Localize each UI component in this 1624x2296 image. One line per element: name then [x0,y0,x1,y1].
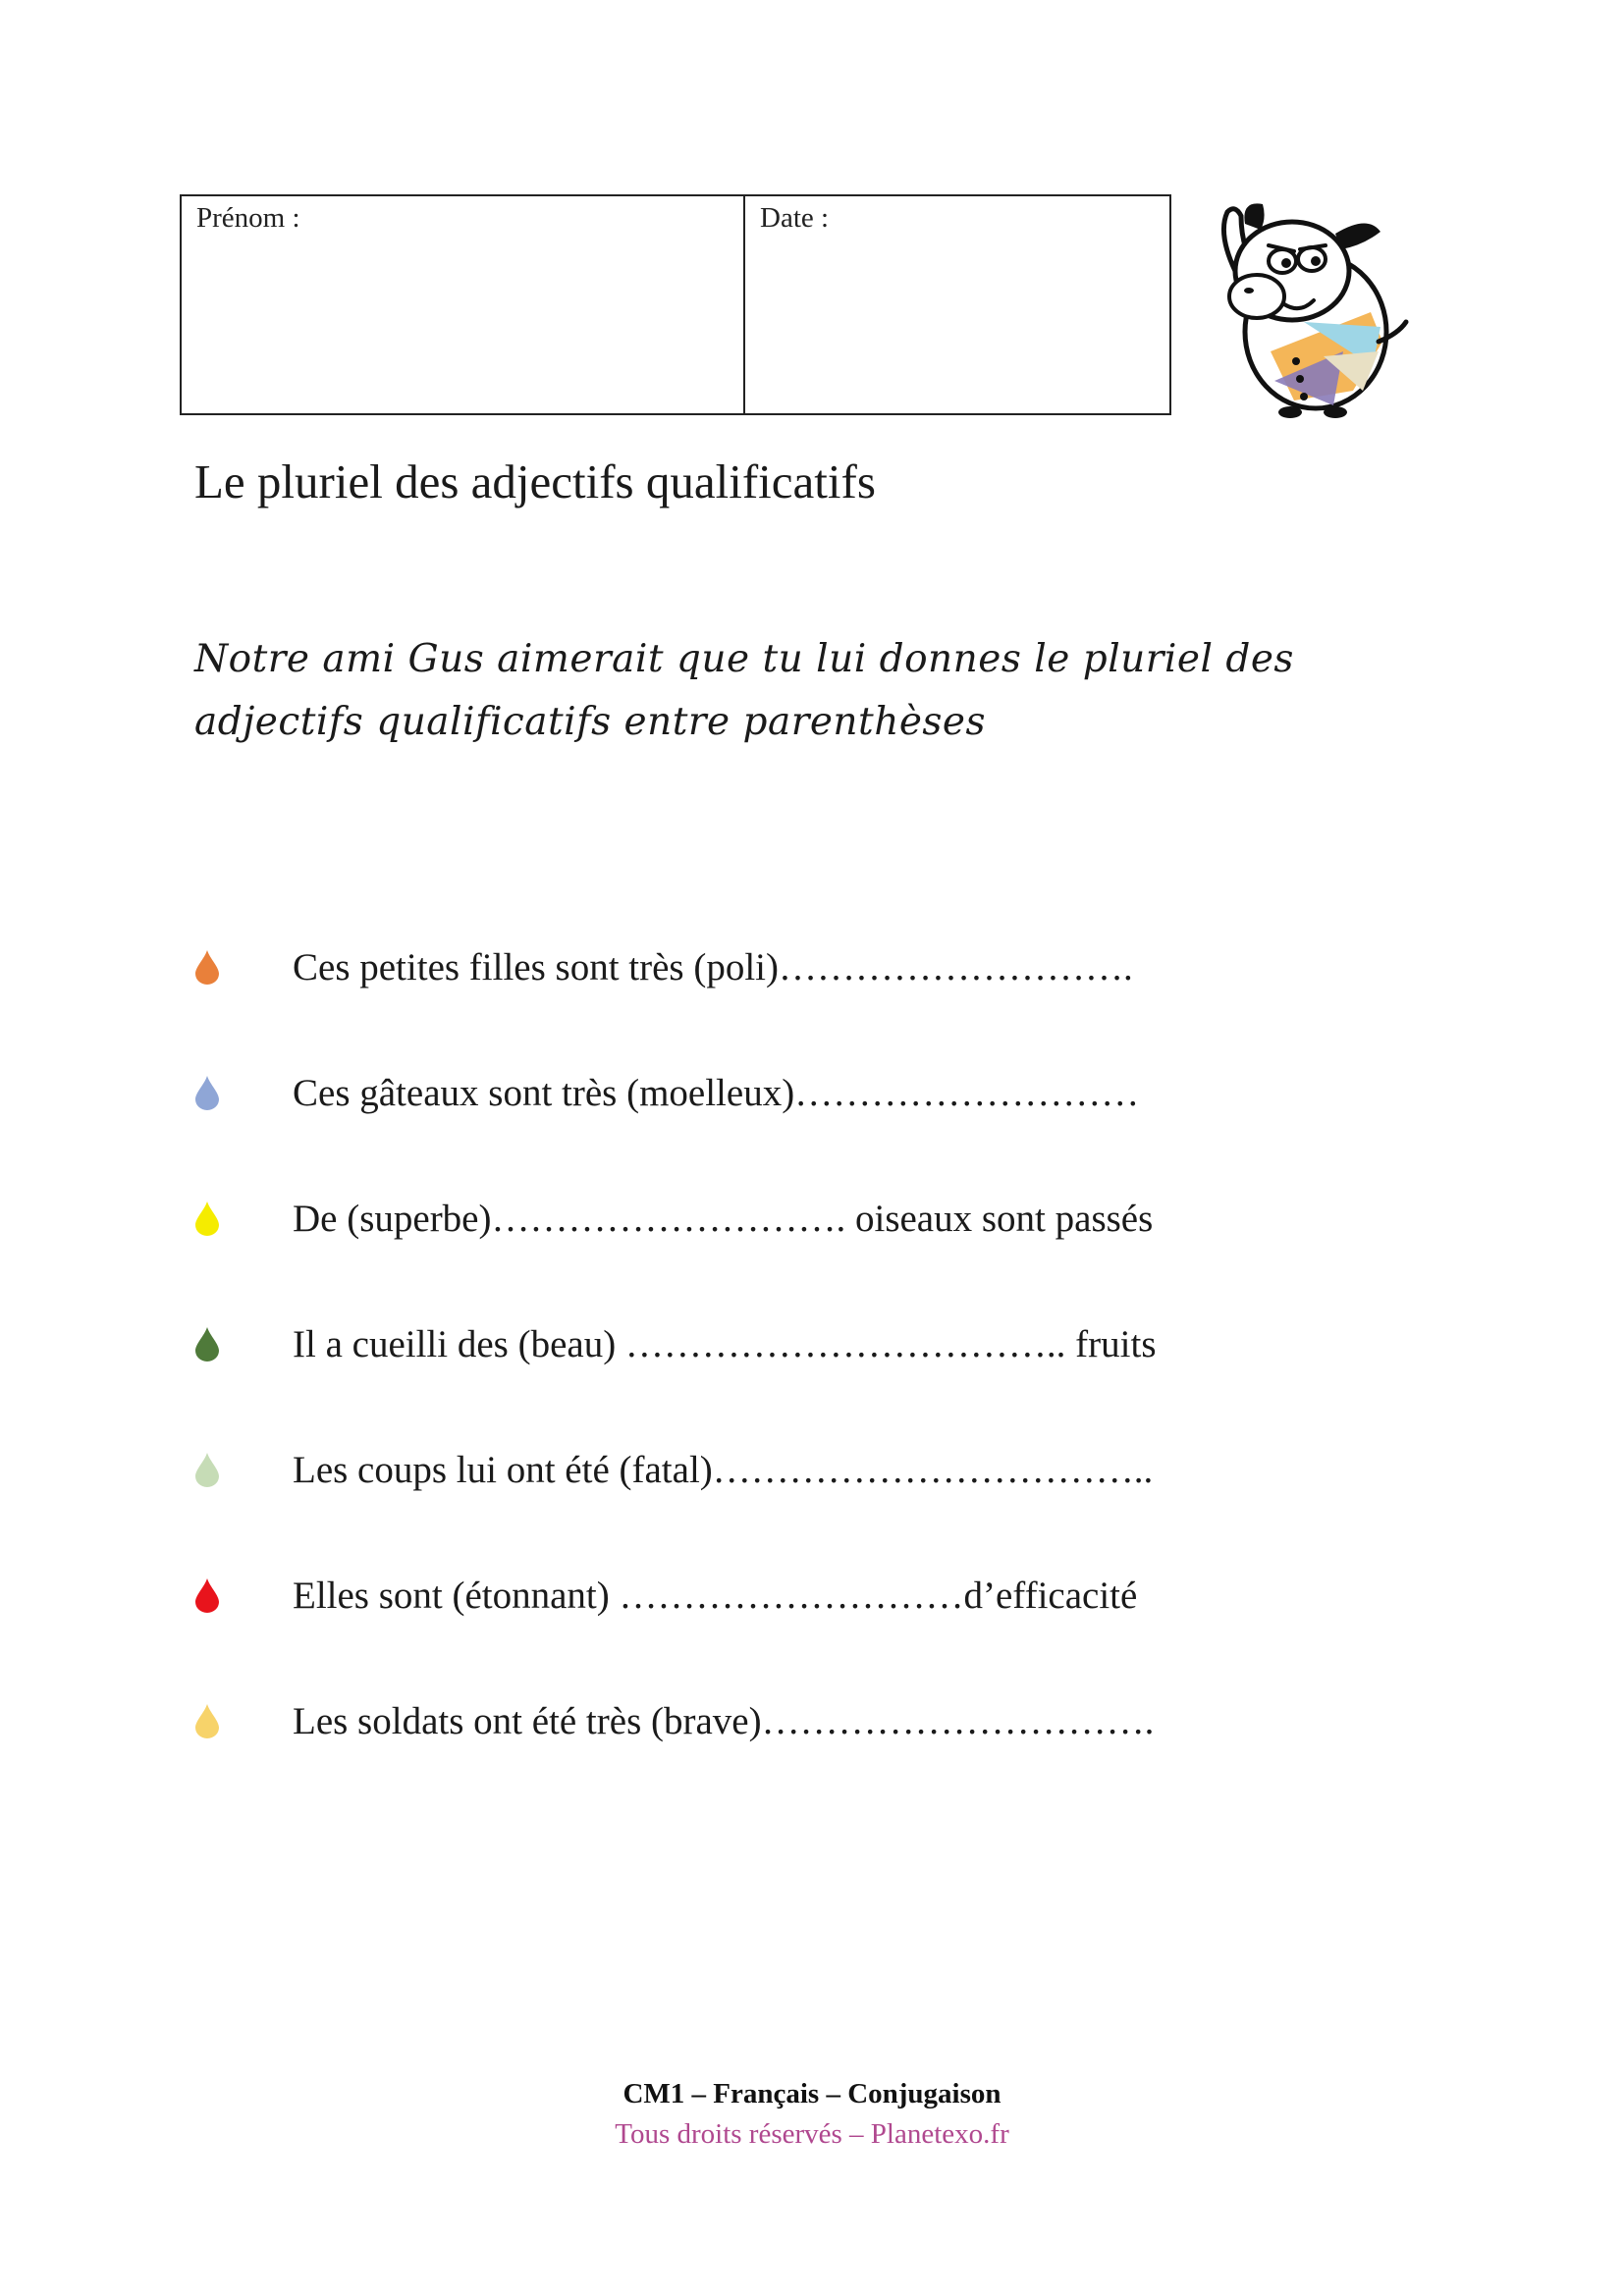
drop-bullet-icon [194,1577,220,1613]
exercise-item [194,937,1373,1063]
exercise-sentence[interactable]: Ces petites filles sont très (poli)………………………. [293,946,1133,988]
exercise-sentence[interactable]: Les coups lui ont été (fatal)…………………………….. [293,1449,1154,1491]
exercise-item [194,1063,1373,1189]
prenom-field[interactable] [182,196,745,413]
name-date-box [180,194,1171,415]
drop-bullet-icon [194,1326,220,1362]
page-title: Le pluriel des adjectifs qualificatifs [194,454,876,508]
exercise-item [194,1566,1373,1691]
footer-course-label: CM1 – Français – Conjugaison [623,2078,1001,2109]
drop-bullet-icon [194,1075,220,1110]
exercise-list [194,937,1373,1817]
exercise-sentence[interactable]: Il a cueilli des (beau) …………………………….. fruits [293,1323,1157,1365]
drop-bullet-icon [194,1703,220,1738]
exercise-item [194,1440,1373,1566]
drop-bullet-icon [194,1201,220,1236]
date-label: Date : [760,202,830,234]
instructions-text: Notre ami Gus aimerait que tu lui donnes le pluriel des adjectifs qualificatifs entre parenthèses [194,637,1294,744]
exercise-item [194,1691,1373,1817]
sheep-mascot-icon [1206,194,1412,418]
exercise-sentence[interactable]: Elles sont (étonnant) ………………………d’efficacité [293,1575,1138,1617]
exercise-item [194,1314,1373,1440]
prenom-label: Prénom : [196,202,300,234]
exercise-sentence[interactable]: Les soldats ont été très (brave)…………………………. [293,1700,1155,1742]
exercise-item [194,1189,1373,1314]
exercise-sentence[interactable]: Ces gâteaux sont très (moelleux)……………………… [293,1072,1140,1114]
drop-bullet-icon [194,1452,220,1487]
exercise-sentence[interactable]: De (superbe)………………………. oiseaux sont passés [293,1198,1154,1240]
date-field[interactable] [745,196,1169,413]
drop-bullet-icon [194,949,220,985]
footer-copyright: Tous droits réservés – Planetexo.fr [615,2118,1009,2150]
